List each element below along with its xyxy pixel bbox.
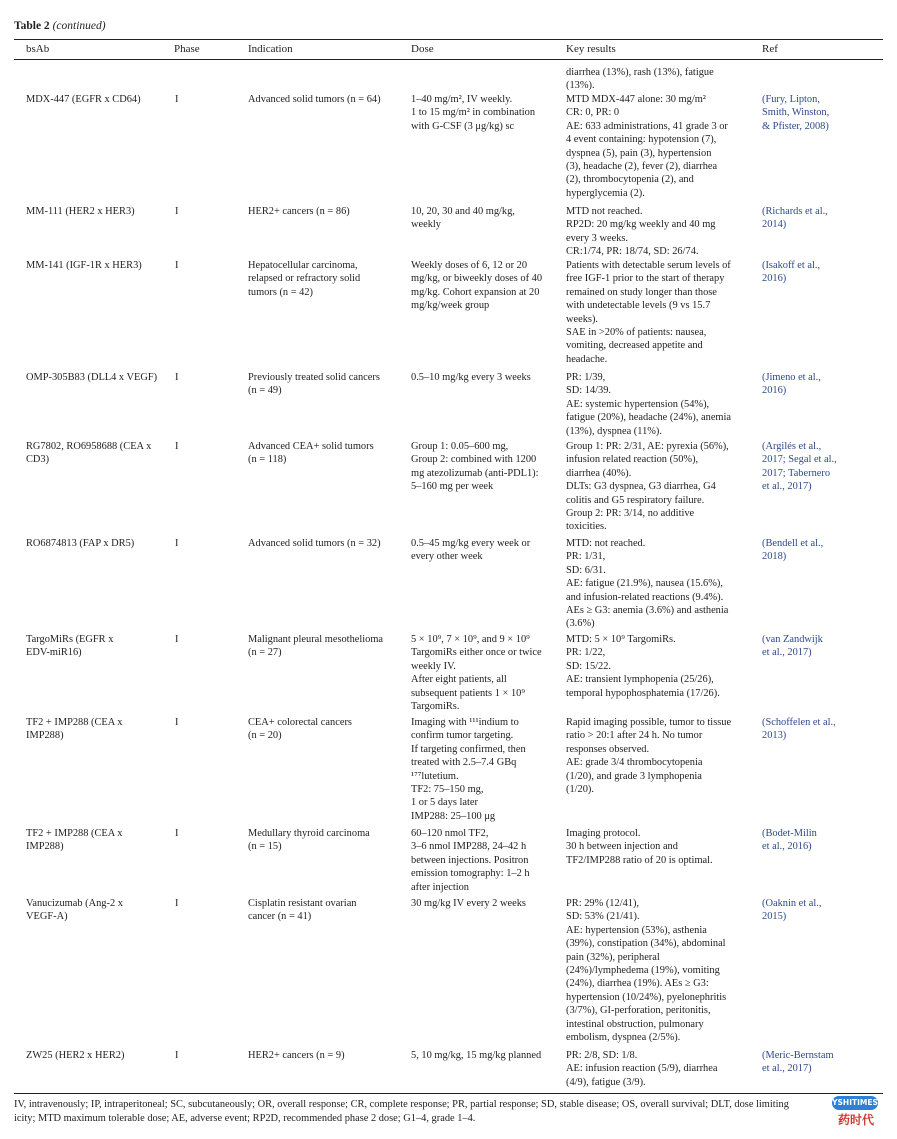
cell-bsab: TargoMiRs (EGFR x EDV-miR16) [26,634,114,659]
cell-ref: (Bendell et al., 2018) [762,538,824,563]
cell-phase: I [175,260,179,271]
header-dose: Dose [411,43,434,55]
key-results-continuation: diarrhea (13%), rash (13%), fatigue (13%). [566,67,714,92]
cell-bsab: TF2 + IMP288 (CEA x IMP288) [26,717,123,742]
cell-bsab: MDX-447 (EGFR x CD64) [26,94,141,105]
cell-dose: 60–120 nmol TF2, 3–6 nmol IMP288, 24–42 h between injections. Positron emission tomography: 1–2 h after injection [411,828,530,893]
cell-ref: (van Zandwijk et al., 2017) [762,634,823,659]
cell-phase: I [175,717,179,728]
cell-dose: 0.5–10 mg/kg every 3 weeks [411,372,531,383]
cell-dose: Imaging with ¹¹¹indium to confirm tumor targeting. If targeting confirmed, then treated with 2.5–7.4 GBq ¹⁷⁷lutetium. TF2: 75–150 mg, 1 or 5 days later IMP288: 25–100 μg [411,717,526,822]
cell-dose: 1–40 mg/m², IV weekly. 1 to 15 mg/m² in combination with G-CSF (3 μg/kg) sc [411,94,536,132]
cell-ref: (Schoffelen et al., 2013) [762,717,836,742]
cell-ref: (Meric-Bernstam et al., 2017) [762,1050,834,1075]
cell-key-results: PR: 29% (12/41), SD: 53% (21/41). AE: hypertension (53%), asthenia (39%), constipation (34%), abdominal pain (32%), peripheral (24%)/lymphedema (19%), vomiting (24%), diarrhea (19%). AEs ≥ G3: hypertension (10/24%), pyelonephritis (3/7%), GI-perforation, peritonitis, intestinal obstruction, pulmonary embolism, dyspnea (2/5%). [566,898,727,1044]
cell-bsab: ZW25 (HER2 x HER2) [26,1050,125,1061]
cell-key-results: Group 1: PR: 2/31, AE: pyrexia (56%), infusion related reaction (50%), diarrhea (40%). DLTs: G3 dyspnea, G3 diarrhea, G4 colitis and G5 respiratory failure. Group 2: PR: 3/14, no additive toxicities. [566,441,729,533]
cell-indication: Advanced solid tumors (n = 64) [248,94,381,105]
cell-bsab: TF2 + IMP288 (CEA x IMP288) [26,828,123,853]
cell-bsab: MM-111 (HER2 x HER3) [26,206,135,217]
cell-bsab: MM-141 (IGF-1R x HER3) [26,260,142,271]
header-key-results: Key results [566,43,616,55]
cell-key-results: MTD: not reached. PR: 1/31, SD: 6/31. AE: fatigue (21.9%), nausea (15.6%), and infusion-related reactions (9.4%). AEs ≥ G3: anemia (3.6%) and asthenia (3.6%) [566,538,729,630]
cell-key-results: Rapid imaging possible, tumor to tissue ratio > 20:1 after 24 h. No tumor responses observed. AE: grade 3/4 thrombocytopenia (1/20), and grade 3 lymphopenia (1/20). [566,717,732,796]
cell-ref: (Argilés et al., 2017; Segal et al., 2017; Tabernero et al., 2017) [762,441,837,493]
cell-key-results: PR: 2/8, SD: 1/8. AE: infusion reaction (5/9), diarrhea (4/9), fatigue (3/9). [566,1050,718,1088]
cell-bsab: RG7802, RO6958688 (CEA x CD3) [26,441,152,466]
cell-phase: I [175,206,179,217]
cell-dose: 5 × 10⁹, 7 × 10⁹, and 9 × 10⁹ TargomiRs either once or twice weekly IV. After eight patients, all subsequent patients 1 × 10⁹ TargomiRs. [411,634,542,713]
header-phase: Phase [174,43,200,55]
cell-indication: Malignant pleural mesothelioma (n = 27) [248,634,384,659]
cell-phase: I [175,634,179,645]
table-header-rule [14,59,883,60]
cell-key-results: PR: 1/39, SD: 14/39. AE: systemic hypertension (54%), fatigue (20%), headache (24%), anemia (13%), dyspnea (11%). [566,372,732,437]
table-continued-note: (continued) [52,20,106,32]
cell-indication: Advanced solid tumors (n = 32) [248,538,381,549]
table-label: Table 2 [14,20,50,32]
cell-dose: 30 mg/kg IV every 2 weeks [411,898,526,909]
cell-indication: HER2+ cancers (n = 86) [248,206,350,217]
cell-phase: I [175,1050,179,1061]
cell-dose: 0.5–45 mg/kg every week or every other week [411,538,531,563]
cell-phase: I [175,441,179,452]
cell-ref: (Richards et al., 2014) [762,206,828,231]
cell-key-results: Patients with detectable serum levels of free IGF-1 prior to the start of therapy remained on study longer than those with undetectable levels (9 vs 15.7 weeks). SAE in >20% of patients: nausea, vomiting, decreased appetite and headache. [566,260,731,365]
header-indication: Indication [248,43,293,55]
cell-phase: I [175,538,179,549]
cell-indication: Hepatocellular carcinoma, relapsed or refractory solid tumors (n = 42) [248,260,361,298]
cell-ref: (Bodet-Milin et al., 2016) [762,828,817,853]
cell-dose: 5, 10 mg/kg, 15 mg/kg planned [411,1050,542,1061]
watermark-badge: YSHITIMES [832,1096,878,1110]
cell-bsab: Vanucizumab (Ang-2 x VEGF-A) [26,898,123,923]
table-caption [14,20,106,32]
cell-dose: 10, 20, 30 and 40 mg/kg, weekly [411,206,515,231]
cell-phase: I [175,372,179,383]
cell-indication: Medullary thyroid carcinoma (n = 15) [248,828,370,853]
cell-phase: I [175,898,179,909]
cell-bsab: OMP-305B83 (DLL4 x VEGF) [26,372,158,383]
watermark-chinese: 药时代 [837,1113,874,1127]
cell-ref: (Fury, Lipton, Smith, Winston, & Pfister, 2008) [762,94,830,132]
table-footnote: IV, intravenously; IP, intraperitoneal; SC, subcutaneously; OR, overall response; CR, complete response; PR, partial response; SD, stable disease; OS, overall survival; DLT, dose limiting icity; MTD maximum tolerable dose; AE, adverse event; RP2D, recommended phase 2 dose; G1–4, grade 1–4. [14,1099,789,1124]
cell-phase: I [175,828,179,839]
cell-indication: Advanced CEA+ solid tumors (n = 118) [248,441,374,466]
cell-indication: CEA+ colorectal cancers (n = 20) [248,717,352,742]
cell-phase: I [175,94,179,105]
cell-indication: HER2+ cancers (n = 9) [248,1050,345,1061]
cell-dose: Group 1: 0.05–600 mg, Group 2: combined with 1200 mg atezolizumab (anti-PDL1): 5–160 mg per week [411,441,539,493]
watermark-logo [832,1096,880,1132]
cell-ref: (Isakoff et al., 2016) [762,260,821,285]
header-ref: Ref [762,43,778,55]
cell-key-results: MTD MDX-447 alone: 30 mg/m² CR: 0, PR: 0 AE: 633 administrations, 41 grade 3 or 4 event containing: hypotension (7), dyspnea (5), pain (3), hypertension (3), headache (2), fever (2), diarrhea (2), thrombocytopenia (2), and hyperglycemia (2). [566,94,728,199]
cell-ref: (Oaknin et al., 2015) [762,898,822,923]
cell-ref: (Jimeno et al., 2016) [762,372,821,397]
cell-dose: Weekly doses of 6, 12 or 20 mg/kg, or biweekly doses of 40 mg/kg. Cohort expansion at 20 mg/kg/week group [411,260,543,312]
table-top-rule [14,39,883,40]
cell-indication: Cisplatin resistant ovarian cancer (n = 41) [248,898,357,923]
cell-key-results: MTD not reached. RP2D: 20 mg/kg weekly and 40 mg every 3 weeks. CR:1/74, PR: 18/74, SD: 26/74. [566,206,716,258]
cell-key-results: Imaging protocol. 30 h between injection and TF2/IMP288 ratio of 20 is optimal. [566,828,713,866]
table-bottom-rule [14,1093,883,1094]
cell-key-results: MTD: 5 × 10⁹ TargomiRs. PR: 1/22, SD: 15/22. AE: transient lymphopenia (25/26), temporal hypophosphatemia (17/26). [566,634,720,699]
cell-bsab: RO6874813 (FAP x DR5) [26,538,135,549]
cell-indication: Previously treated solid cancers (n = 49) [248,372,380,397]
header-bsab: bsAb [26,43,50,55]
